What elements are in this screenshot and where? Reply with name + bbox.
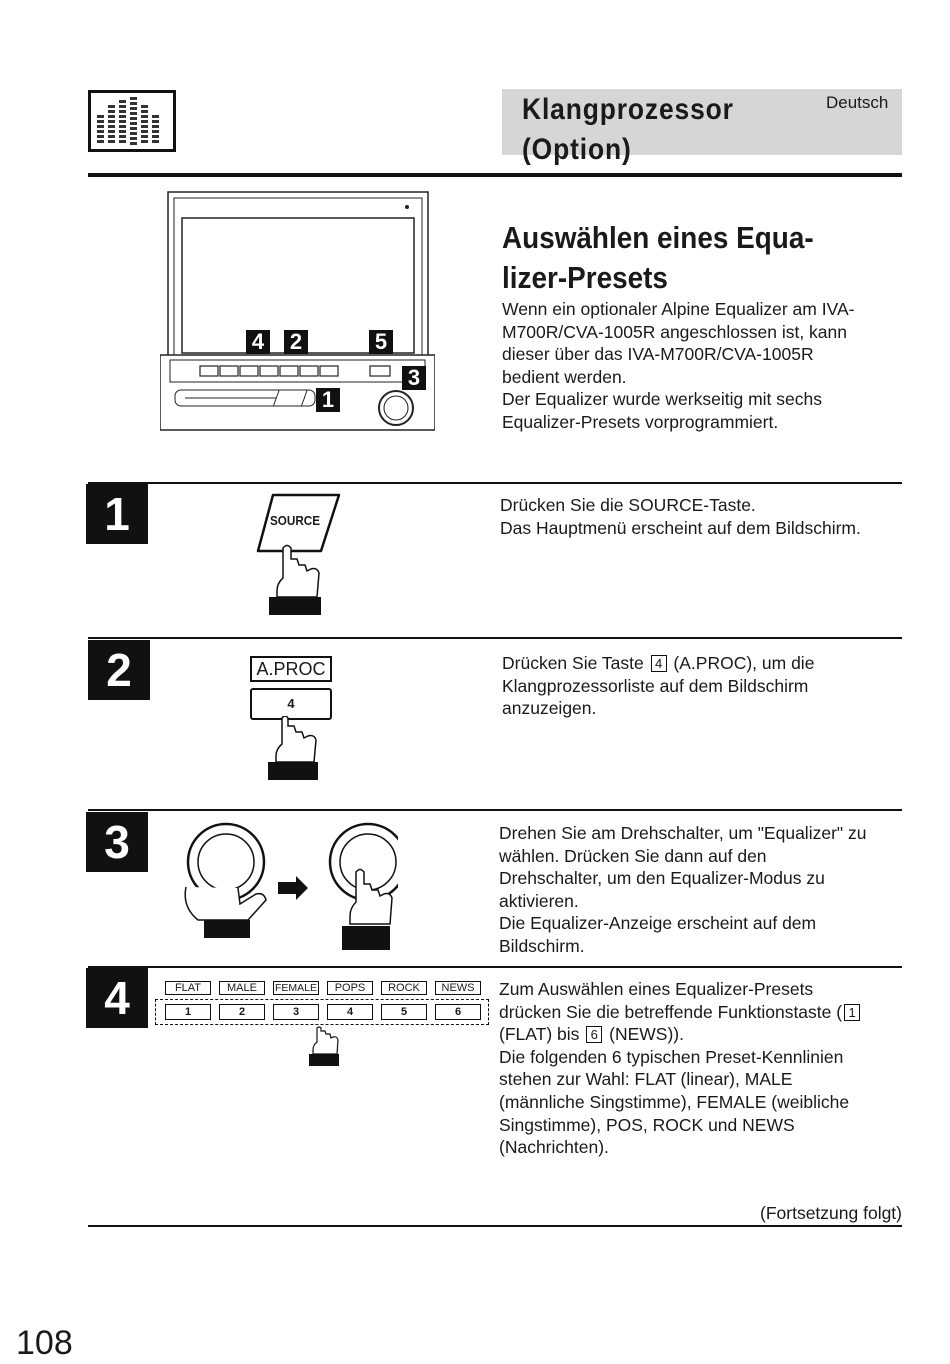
page-title: Klangprozessor (Option) [522,93,734,166]
head-unit-illustration [160,190,435,435]
preset-keys-illustration [155,980,491,1070]
key-ref-1: 1 [844,1004,860,1021]
source-button-label: SOURCE [269,513,321,528]
continued-note: (Fortsetzung folgt) [760,1203,902,1223]
step-2-number: 2 [88,640,150,700]
preset-key-4: 4 [327,1004,373,1020]
step-2-text [502,652,902,720]
preset-label-female: FEMALE [274,982,317,994]
footer-rule [88,1225,902,1227]
language-label: Deutsch [826,93,889,112]
aproc-label: A.PROC [250,656,332,682]
step-2-text-a: Drücken Sie Taste [502,653,649,673]
key-4: 4 [250,688,332,720]
step-2-text-b: (A.PROC), um die Klangprozessorliste auf dem Bildschirm anzuzeigen. [502,653,815,719]
preset-key-2: 2 [219,1004,265,1020]
step-4-text [499,978,902,1159]
intro-text: Wenn ein optionaler Alpine Equalizer am IVA- M700R/CVA-1005R angeschlossen ist, kann dieser über das IVA-M700R/CVA-1005R bedient werden. Der Equalizer wurde werkseitig mit sechs Equalizer-Presets vorprogrammiert. [502,299,855,432]
preset-label-pops: POPS [327,981,373,995]
device-callout-3: 3 [402,366,426,390]
device-callout-5: 5 [369,330,393,354]
step-1-rule [88,482,902,484]
preset-key-3: 3 [273,1004,319,1020]
preset-key-1: 1 [165,1004,211,1020]
step-4-text-b: (FLAT) bis [499,1024,580,1045]
preset-label-rock: ROCK [381,981,427,995]
step-3-number: 3 [86,812,148,872]
step-4-number: 4 [86,968,148,1028]
step-4-rule [88,966,902,968]
step-2-rule [88,637,902,639]
key-ref-4: 4 [651,655,667,672]
preset-label-news: NEWS [435,981,481,995]
preset-label-male: MALE [219,981,265,995]
source-button-illustration [255,493,345,618]
device-callout-2: 2 [284,330,308,354]
step-4-text-c: (NEWS)). Die folgenden 6 typischen Preset-Kennlinien stehen zur Wahl: FLAT (linear), MALE (männliche Singstimme), FEMALE (weibliche Singstimme), POS, ROCK und NEWS (Nachrichten). [499,1024,850,1158]
step-4-text-a: Zum Auswählen eines Equalizer-Presets drücken Sie die betreffende Funktionstaste ( [499,979,843,1022]
preset-key-5: 5 [381,1004,427,1020]
step-1-number: 1 [86,484,148,544]
step-3-text: Drehen Sie am Drehschalter, um "Equalizer" zu wählen. Drücken Sie dann auf den Drehschalter, um den Equalizer-Modus zu aktivieren. Die Equalizer-Anzeige erscheint auf dem Bildschirm. [499,823,867,956]
page-number: 108 [16,1324,73,1362]
rotary-knob-illustration [178,822,398,952]
header-rule [88,173,902,177]
equalizer-bars-icon [88,90,176,152]
aproc-button-illustration [250,656,334,786]
key-ref-6: 6 [586,1026,602,1043]
preset-label-flat: FLAT [165,981,211,995]
device-callout-1: 1 [316,388,340,412]
preset-key-6: 6 [435,1004,481,1020]
step-1-text: Drücken Sie die SOURCE-Taste. Das Hauptmenü erscheint auf dem Bildschirm. [500,495,861,538]
device-callout-4: 4 [246,330,270,354]
section-heading: Auswählen eines Equa- lizer-Presets [502,220,814,295]
step-3-rule [88,809,902,811]
